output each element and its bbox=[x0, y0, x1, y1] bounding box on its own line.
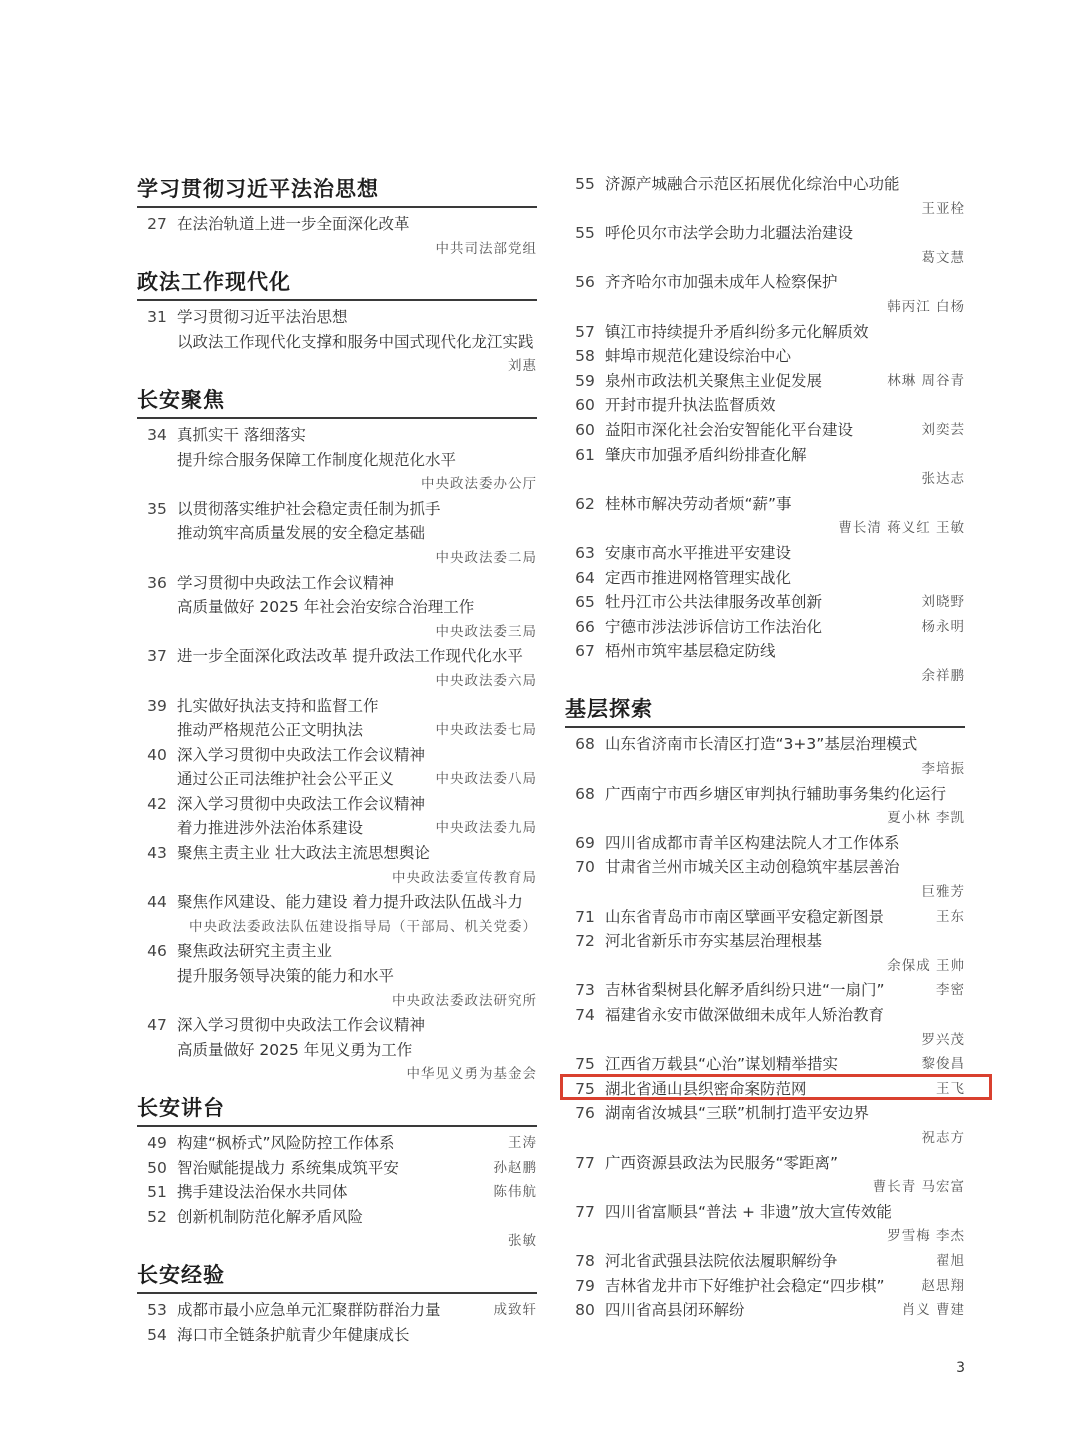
toc-entry[interactable] bbox=[565, 905, 965, 930]
entry-line bbox=[565, 344, 965, 369]
article-title: 益阳市深化社会治安智能化平台建设 bbox=[605, 420, 854, 439]
author-line bbox=[565, 246, 965, 271]
entry-line bbox=[565, 639, 965, 664]
entry-line bbox=[565, 393, 965, 418]
article-title: 开封市提升执法监督质效 bbox=[605, 396, 776, 415]
entry-line bbox=[137, 767, 537, 792]
article-author: 张达志 bbox=[921, 471, 965, 488]
article-title: 深入学习贯彻中央政法工作会议精神 bbox=[177, 1016, 426, 1035]
article-author: 王涛 bbox=[508, 1135, 537, 1151]
article-author: 中共司法部党组 bbox=[435, 240, 537, 257]
toc-entry[interactable] bbox=[565, 320, 965, 345]
toc-entry[interactable] bbox=[137, 1205, 537, 1254]
article-title: 桂林市解决劳动者烦“薪”事 bbox=[605, 494, 792, 513]
article-author: 陈伟航 bbox=[493, 1184, 537, 1201]
entry-line bbox=[137, 644, 537, 669]
section-title: 基层探索 bbox=[565, 692, 965, 728]
article-title: 成都市最小应急单元汇聚群防群治力量 bbox=[177, 1300, 441, 1319]
article-title: 梧州市筑牢基层稳定防线 bbox=[605, 642, 776, 661]
page-ref: 46 bbox=[147, 942, 167, 961]
toc-entry[interactable] bbox=[565, 344, 965, 369]
page-ref: 59 bbox=[575, 371, 595, 390]
toc-entry[interactable] bbox=[137, 571, 537, 645]
page-ref: 54 bbox=[147, 1325, 167, 1344]
article-author: 刘奕芸 bbox=[921, 421, 965, 438]
toc-entry[interactable] bbox=[137, 694, 537, 743]
author-line bbox=[565, 1028, 965, 1053]
toc-section bbox=[137, 383, 537, 1087]
page-ref: 76 bbox=[575, 1104, 595, 1123]
toc-entry[interactable] bbox=[565, 418, 965, 443]
entry-line bbox=[137, 521, 537, 546]
entry-line bbox=[565, 1274, 965, 1299]
page-ref: 63 bbox=[575, 543, 595, 562]
page-ref: 68 bbox=[575, 784, 595, 803]
article-title: 济源产城融合示范区拓展优化综治中心功能 bbox=[605, 175, 900, 193]
article-title: 河北省新乐市夯实基层治理根基 bbox=[605, 932, 823, 951]
toc-entry[interactable] bbox=[565, 443, 965, 492]
author-line bbox=[565, 1126, 965, 1151]
article-title: 聚焦政法研究主责主业 bbox=[177, 942, 333, 961]
article-title: 四川省富顺县“普法 + 非遗”放大宣传效能 bbox=[605, 1202, 892, 1221]
article-author: 王飞 bbox=[936, 1080, 965, 1097]
entry-line bbox=[137, 718, 537, 743]
article-title: 山东省青岛市市南区擘画平安稳定新图景 bbox=[605, 907, 885, 926]
author-line bbox=[565, 664, 965, 689]
entry-line bbox=[137, 890, 537, 915]
page-ref: 68 bbox=[575, 735, 595, 754]
article-title: 深入学习贯彻中央政法工作会议精神 bbox=[177, 745, 426, 764]
entry-line bbox=[565, 855, 965, 880]
highlight-box bbox=[560, 1074, 992, 1100]
entry-line bbox=[565, 732, 965, 757]
article-author: 中央政法委六局 bbox=[435, 672, 537, 689]
page-ref: 31 bbox=[147, 308, 167, 327]
entry-line bbox=[137, 330, 537, 355]
article-author: 中央政法委三局 bbox=[435, 623, 537, 640]
toc-entry[interactable] bbox=[565, 270, 965, 319]
toc-entry[interactable] bbox=[565, 221, 965, 270]
page-ref: 60 bbox=[575, 420, 595, 439]
toc-entry[interactable] bbox=[137, 743, 537, 792]
toc-entry[interactable] bbox=[137, 212, 537, 261]
article-title: 提升综合服务保障工作制度化规范化水平 bbox=[177, 450, 457, 469]
article-author: 赵思翔 bbox=[921, 1277, 965, 1294]
article-title: 携手建设法治保水共同体 bbox=[177, 1183, 348, 1202]
toc-entry[interactable] bbox=[565, 978, 965, 1003]
article-title: 泉州市政法机关聚焦主业促发展 bbox=[605, 371, 823, 390]
toc-entry[interactable] bbox=[565, 1298, 965, 1323]
toc-entry[interactable] bbox=[565, 1249, 965, 1274]
author-line bbox=[565, 806, 965, 831]
article-title: 学习贯彻中央政法工作会议精神 bbox=[177, 573, 395, 592]
article-title: 海口市全链条护航青少年健康成长 bbox=[177, 1325, 410, 1344]
article-author: 王亚栓 bbox=[921, 200, 965, 217]
article-author: 罗兴茂 bbox=[921, 1031, 965, 1048]
article-author: 成致轩 bbox=[493, 1301, 537, 1318]
entry-line bbox=[137, 1156, 537, 1181]
article-title: 智治赋能提战力 系统集成筑平安 bbox=[177, 1158, 399, 1177]
article-title: 肇庆市加强矛盾纠纷排查化解 bbox=[605, 445, 807, 464]
toc-entry[interactable] bbox=[565, 831, 965, 856]
toc-section bbox=[137, 265, 537, 379]
article-author: 林琳 周谷青 bbox=[887, 372, 965, 389]
entry-line bbox=[137, 497, 537, 522]
article-title: 湖南省汝城县“三联”机制打造平安边界 bbox=[605, 1104, 870, 1123]
article-author: 葛文慧 bbox=[921, 249, 965, 266]
entry-line bbox=[565, 541, 965, 566]
entry-line bbox=[137, 939, 537, 964]
page-ref: 79 bbox=[575, 1276, 595, 1295]
article-title: 着力推进涉外法治体系建设 bbox=[177, 819, 364, 838]
page-ref: 57 bbox=[575, 322, 595, 341]
entry-line bbox=[565, 369, 965, 394]
toc-entry[interactable] bbox=[565, 369, 965, 394]
entry-line bbox=[565, 1151, 965, 1176]
article-author: 中央政法委办公厅 bbox=[421, 476, 537, 493]
article-author: 王东 bbox=[936, 908, 965, 925]
article-author: 中央政法委政法队伍建设指导局（干部局、机关党委） bbox=[189, 918, 537, 935]
page-ref: 65 bbox=[575, 593, 595, 612]
author-line bbox=[137, 237, 537, 262]
author-line bbox=[137, 354, 537, 379]
toc-entry[interactable] bbox=[137, 939, 537, 1013]
entry-line bbox=[137, 841, 537, 866]
author-line bbox=[137, 989, 537, 1014]
article-title: 广西南宁市西乡塘区审判执行辅助事务集约化运行 bbox=[605, 784, 947, 803]
page-ref: 72 bbox=[575, 932, 595, 951]
toc-right-column bbox=[565, 172, 965, 1327]
author-line bbox=[565, 197, 965, 222]
entry-line bbox=[137, 1205, 537, 1230]
page-ref: 66 bbox=[575, 617, 595, 636]
article-author: 中央政法委七局 bbox=[435, 722, 537, 739]
entry-line bbox=[137, 743, 537, 768]
toc-entry[interactable] bbox=[565, 782, 965, 831]
article-title: 四川省成都市青羊区构建法院人才工作体系 bbox=[605, 833, 900, 852]
article-title: 齐齐哈尔市加强未成年人检察保护 bbox=[605, 273, 838, 292]
article-title: 镇江市持续提升矛盾纠纷多元化解质效 bbox=[605, 322, 869, 341]
entry-line bbox=[137, 1013, 537, 1038]
article-title: 江西省万载县“心治”谋划精举措实 bbox=[605, 1055, 839, 1074]
entry-line bbox=[137, 423, 537, 448]
toc-entry[interactable] bbox=[565, 1274, 965, 1299]
article-title: 学习贯彻习近平法治思想 bbox=[177, 308, 348, 327]
page-ref: 58 bbox=[575, 347, 595, 366]
page-ref: 74 bbox=[575, 1006, 595, 1024]
page-ref: 80 bbox=[575, 1301, 595, 1320]
article-title: 呼伦贝尔市法学会助力北疆法治建设 bbox=[605, 224, 854, 243]
toc-entry[interactable] bbox=[565, 615, 965, 640]
toc-entry[interactable] bbox=[565, 393, 965, 418]
article-title: 推动筑牢高质量发展的安全稳定基础 bbox=[177, 524, 426, 543]
toc-entry[interactable] bbox=[137, 1156, 537, 1181]
page-ref: 37 bbox=[147, 647, 167, 666]
page-ref: 78 bbox=[575, 1251, 595, 1270]
toc-entry[interactable] bbox=[565, 855, 965, 904]
section-title: 长安讲台 bbox=[137, 1091, 537, 1127]
toc-entry[interactable] bbox=[137, 1131, 537, 1156]
entry-line bbox=[137, 1131, 537, 1156]
entry-line bbox=[565, 905, 965, 930]
entry-line bbox=[565, 1003, 965, 1028]
page-ref: 27 bbox=[147, 215, 167, 233]
article-title: 聚焦主责主业 壮大政法主流思想舆论 bbox=[177, 844, 430, 863]
author-line bbox=[565, 757, 965, 782]
toc-entry[interactable] bbox=[137, 497, 537, 571]
entry-line bbox=[565, 1200, 965, 1225]
toc-entry[interactable] bbox=[565, 1200, 965, 1249]
page-ref: 77 bbox=[575, 1202, 595, 1221]
toc-entry[interactable] bbox=[137, 890, 537, 939]
article-author: 曹长青 马宏富 bbox=[872, 1179, 965, 1196]
article-author: 翟旭 bbox=[936, 1252, 965, 1269]
article-title: 安康市高水平推进平安建设 bbox=[605, 543, 792, 562]
article-author: 中央政法委宣传教育局 bbox=[392, 869, 537, 886]
article-author: 刘惠 bbox=[508, 358, 537, 375]
article-title: 深入学习贯彻中央政法工作会议精神 bbox=[177, 794, 426, 813]
author-line bbox=[137, 1062, 537, 1087]
entry-line bbox=[565, 615, 965, 640]
article-author: 李密 bbox=[936, 982, 965, 999]
entry-line bbox=[565, 1298, 965, 1323]
toc-section bbox=[137, 1258, 537, 1347]
article-title: 提升服务领导决策的能力和水平 bbox=[177, 967, 395, 986]
toc-section bbox=[565, 692, 965, 1322]
page-ref: 50 bbox=[147, 1158, 167, 1177]
toc-entry[interactable] bbox=[137, 1323, 537, 1348]
toc-section bbox=[137, 172, 537, 261]
article-author: 余保成 王帅 bbox=[887, 957, 965, 974]
page-ref: 44 bbox=[147, 893, 167, 912]
entry-line bbox=[565, 590, 965, 615]
page-ref: 61 bbox=[575, 445, 595, 464]
page-ref: 70 bbox=[575, 858, 595, 877]
page-ref: 64 bbox=[575, 568, 595, 587]
article-author: 张敏 bbox=[508, 1233, 537, 1250]
article-author: 罗雪梅 李杰 bbox=[887, 1228, 965, 1245]
author-line bbox=[137, 669, 537, 694]
author-line bbox=[137, 866, 537, 891]
page-ref: 47 bbox=[147, 1016, 167, 1035]
toc-entry[interactable] bbox=[137, 1013, 537, 1087]
entry-line bbox=[137, 1038, 537, 1063]
page-ref: 39 bbox=[147, 696, 167, 715]
page-ref: 42 bbox=[147, 794, 167, 813]
page-ref: 73 bbox=[575, 981, 595, 1000]
author-line bbox=[565, 516, 965, 541]
page-ref: 69 bbox=[575, 833, 595, 852]
article-title: 以政法工作现代化支撑和服务中国式现代化龙江实践 bbox=[177, 332, 534, 351]
toc-entry[interactable] bbox=[137, 792, 537, 841]
page-ref: 35 bbox=[147, 499, 167, 518]
entry-line bbox=[565, 1101, 965, 1126]
section-title: 长安聚焦 bbox=[137, 383, 537, 419]
entry-line bbox=[137, 1298, 537, 1323]
article-title: 宁德市涉法涉诉信访工作法治化 bbox=[605, 617, 823, 636]
author-line bbox=[137, 620, 537, 645]
entry-line bbox=[565, 566, 965, 591]
article-title: 高质量做好 2025 年社会治安综合治理工作 bbox=[177, 598, 475, 617]
article-author: 中央政法委政法研究所 bbox=[392, 992, 537, 1009]
page-ref: 77 bbox=[575, 1153, 595, 1172]
article-title: 高质量做好 2025 年见义勇为工作 bbox=[177, 1040, 413, 1059]
entry-line bbox=[137, 448, 537, 473]
toc-entry[interactable] bbox=[137, 305, 537, 379]
article-title: 进一步全面深化政法改革 提升政法工作现代化水平 bbox=[177, 647, 523, 666]
entry-line bbox=[137, 694, 537, 719]
entry-line bbox=[565, 221, 965, 246]
entry-line bbox=[137, 1323, 537, 1348]
article-title: 牡丹江市公共法律服务改革创新 bbox=[605, 593, 823, 612]
page-ref: 51 bbox=[147, 1183, 167, 1202]
entry-line bbox=[565, 172, 965, 197]
author-line bbox=[565, 954, 965, 979]
article-author: 李培振 bbox=[921, 761, 965, 778]
article-author: 巨雅芳 bbox=[921, 884, 965, 901]
article-author: 余祥鹏 bbox=[921, 667, 965, 684]
author-line bbox=[137, 472, 537, 497]
article-title: 吉林省龙井市下好维护社会稳定“四步棋” bbox=[605, 1276, 885, 1295]
article-author: 中央政法委九局 bbox=[435, 820, 537, 837]
article-title: 定西市推进网格管理实战化 bbox=[605, 568, 792, 587]
entry-line bbox=[137, 964, 537, 989]
entry-line bbox=[137, 816, 537, 841]
author-line bbox=[565, 1175, 965, 1200]
toc-entry[interactable] bbox=[565, 1003, 965, 1052]
page-number: 3 bbox=[956, 1360, 965, 1376]
page-ref: 56 bbox=[575, 273, 595, 292]
page-ref: 55 bbox=[575, 175, 595, 193]
article-title: 蚌埠市规范化建设综治中心 bbox=[605, 347, 792, 366]
entry-line bbox=[137, 212, 537, 237]
page-ref: 53 bbox=[147, 1300, 167, 1319]
article-title: 吉林省梨树县化解矛盾纠纷只进“一扇门” bbox=[605, 981, 885, 1000]
toc-entry[interactable] bbox=[137, 1298, 537, 1323]
page-ref: 43 bbox=[147, 844, 167, 863]
page-ref: 40 bbox=[147, 745, 167, 764]
page-ref: 71 bbox=[575, 907, 595, 926]
article-author: 中华见义勇为基金会 bbox=[406, 1066, 537, 1083]
toc-entry[interactable] bbox=[137, 1180, 537, 1205]
entry-line bbox=[565, 929, 965, 954]
article-title: 湖北省通山县织密命案防范网 bbox=[605, 1079, 807, 1098]
toc-entry[interactable] bbox=[565, 492, 965, 541]
section-title: 政法工作现代化 bbox=[137, 265, 537, 301]
article-title: 扎实做好执法支持和监督工作 bbox=[177, 696, 379, 715]
entry-line bbox=[137, 595, 537, 620]
article-author: 韩丙江 白杨 bbox=[887, 298, 965, 315]
author-line bbox=[137, 546, 537, 571]
entry-line bbox=[565, 320, 965, 345]
entry-line bbox=[137, 1180, 537, 1205]
toc-entry[interactable] bbox=[565, 566, 965, 591]
article-title: 以贯彻落实维护社会稳定责任制为抓手 bbox=[177, 499, 441, 518]
entry-line bbox=[565, 492, 965, 517]
article-title: 河北省武强县法院依法履职解纷争 bbox=[605, 1251, 838, 1270]
entry-line bbox=[137, 792, 537, 817]
entry-line bbox=[565, 418, 965, 443]
entry-line bbox=[565, 443, 965, 468]
toc-entry[interactable] bbox=[565, 172, 965, 221]
article-title: 四川省高县闭环解纷 bbox=[605, 1301, 745, 1320]
toc-entry[interactable] bbox=[137, 841, 537, 890]
article-title: 推动严格规范公正文明执法 bbox=[177, 721, 364, 740]
article-author: 肖义 曹建 bbox=[901, 1302, 965, 1319]
toc-left-column bbox=[137, 172, 537, 1351]
page-ref: 34 bbox=[147, 425, 167, 444]
toc-entry[interactable] bbox=[565, 929, 965, 978]
toc-entry[interactable] bbox=[565, 639, 965, 688]
article-title: 构建“枫桥式”风险防控工作体系 bbox=[177, 1134, 395, 1152]
article-author: 孙赵鹏 bbox=[493, 1159, 537, 1176]
toc-section bbox=[137, 1091, 537, 1254]
article-title: 山东省济南市长清区打造“3+3”基层治理模式 bbox=[605, 735, 918, 754]
author-line bbox=[565, 1224, 965, 1249]
author-line bbox=[137, 1229, 537, 1254]
page-ref: 60 bbox=[575, 396, 595, 415]
article-title: 甘肃省兰州市城关区主动创稳筑牢基层善治 bbox=[605, 858, 900, 877]
entry-line bbox=[565, 270, 965, 295]
article-author: 中央政法委八局 bbox=[435, 771, 537, 788]
article-author: 夏小林 李凯 bbox=[887, 810, 965, 827]
entry-line bbox=[137, 571, 537, 596]
page-ref: 36 bbox=[147, 573, 167, 592]
entry-line bbox=[137, 305, 537, 330]
page-ref: 75 bbox=[575, 1055, 595, 1074]
page-ref: 55 bbox=[575, 224, 595, 243]
article-author: 黎俊昌 bbox=[921, 1056, 965, 1073]
article-author: 曹长清 蒋义红 王敏 bbox=[838, 520, 965, 537]
section-title: 学习贯彻习近平法治思想 bbox=[137, 172, 537, 208]
section-title: 长安经验 bbox=[137, 1258, 537, 1294]
article-title: 创新机制防范化解矛盾风险 bbox=[177, 1207, 364, 1226]
toc-section bbox=[565, 172, 965, 688]
page-ref: 49 bbox=[147, 1134, 167, 1152]
page-ref: 62 bbox=[575, 494, 595, 513]
toc-entry[interactable] bbox=[565, 590, 965, 615]
author-line bbox=[137, 915, 537, 940]
author-line bbox=[565, 467, 965, 492]
author-line bbox=[565, 295, 965, 320]
toc-entry[interactable] bbox=[137, 423, 537, 497]
article-title: 真抓实干 落细落实 bbox=[177, 425, 306, 444]
page-ref: 67 bbox=[575, 642, 595, 661]
entry-line bbox=[565, 782, 965, 807]
entry-line bbox=[565, 831, 965, 856]
author-line bbox=[565, 880, 965, 905]
entry-line bbox=[565, 978, 965, 1003]
toc-entry[interactable] bbox=[565, 1151, 965, 1200]
article-author: 中央政法委二局 bbox=[435, 549, 537, 566]
article-title: 通过公正司法维护社会公平正义 bbox=[177, 770, 395, 789]
entry-line bbox=[565, 1249, 965, 1274]
toc-entry[interactable] bbox=[565, 1101, 965, 1150]
article-title: 广西资源县政法为民服务“零距离” bbox=[605, 1153, 839, 1172]
page-ref: 52 bbox=[147, 1207, 167, 1226]
article-title: 福建省永安市做深做细未成年人矫治教育 bbox=[605, 1006, 885, 1024]
page-ref: 75 bbox=[575, 1079, 595, 1098]
article-title: 聚焦作风建设、能力建设 着力提升政法队伍战斗力 bbox=[177, 893, 523, 912]
toc-entry[interactable] bbox=[137, 644, 537, 693]
toc-entry[interactable] bbox=[565, 541, 965, 566]
article-author: 刘晓野 bbox=[921, 594, 965, 611]
article-author: 祝志方 bbox=[921, 1129, 965, 1146]
toc-entry[interactable] bbox=[565, 732, 965, 781]
article-author: 杨永明 bbox=[921, 618, 965, 635]
article-title: 在法治轨道上进一步全面深化改革 bbox=[177, 215, 410, 233]
